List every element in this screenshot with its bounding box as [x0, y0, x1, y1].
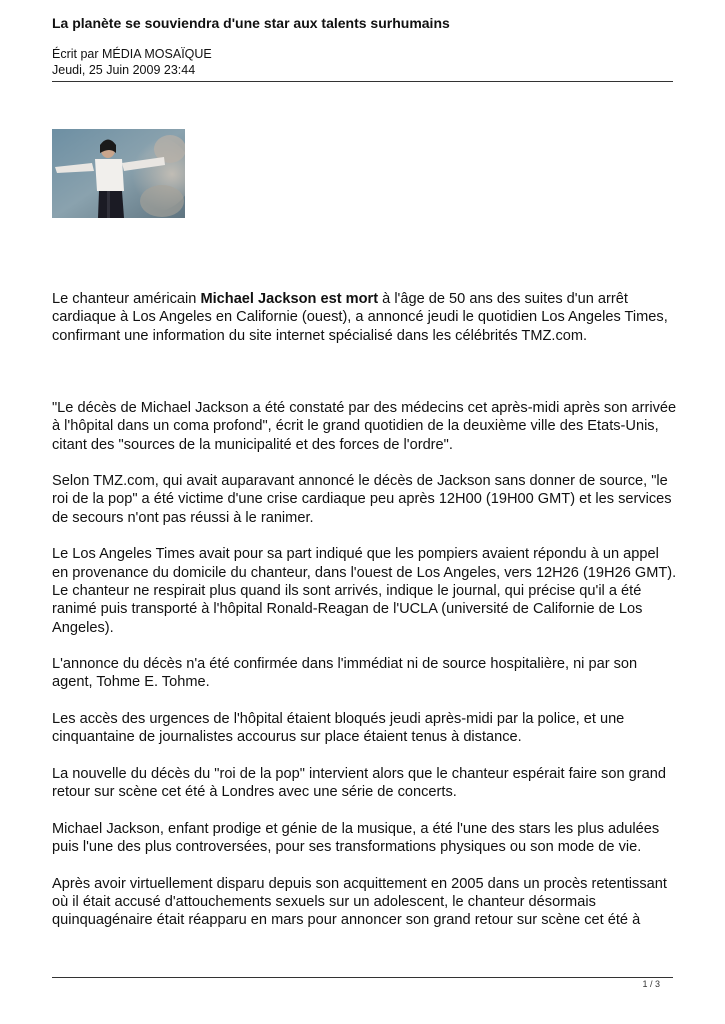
author-line: Écrit par MÉDIA MOSAÏQUE: [52, 47, 212, 61]
date-line: Jeudi, 25 Juin 2009 23:44: [52, 63, 196, 77]
body-paragraph: La nouvelle du décès du "roi de la pop" intervient alors que le chanteur espérait faire son grand retour sur scène cet été à Londres avec une série de concerts.: [52, 765, 666, 801]
body-paragraph: Selon TMZ.com, qui avait auparavant annoncé le décès de Jackson sans donner de source, "le roi de la pop" a été victime d'une crise cardiaque peu après 12H00 (19H00 GMT) et les services de secours n'ont pas réussi à le ranimer.: [52, 473, 672, 526]
lead-highlight: Michael Jackson est mort: [200, 291, 379, 307]
body-paragraph: Le Los Angeles Times avait pour sa part indiqué que les pompiers avaient répondu à un appel en provenance du domicile du chanteur, dans l'ouest de Los Angeles, vers 12H26 (19H26 GMT). Le chanteur ne respirait plus quand ils sont arrivés, indique le journal, qui précise qu'il a été ranimé puis transporté à l'hôpital Ronald-Reagan de l'UCLA (université de Californie de Los Angeles).: [52, 546, 677, 636]
body-paragraph: Michael Jackson, enfant prodige et génie de la musique, a été l'une des stars les plus adulées puis l'une des plus controversées, pour ses transformations physiques ou son mode de vie.: [52, 820, 660, 856]
body-paragraph: Les accès des urgences de l'hôpital étaient bloqués jeudi après-midi par la police, et une cinquantaine de journalistes accourus sur place étaient tenus à distance.: [52, 711, 625, 746]
performer-image: [52, 129, 185, 218]
body-paragraph: L'annonce du décès n'a été confirmée dans l'immédiat ni de source hospitalière, ni par son agent, Tohme E. Tohme.: [52, 656, 638, 691]
article-meta: [52, 46, 212, 78]
body-paragraph: "Le décès de Michael Jackson a été constaté par des médecins cet après-midi après son arrivée à l'hôpital dans un coma profond", écrit le grand quotidien de la deuxième ville des Etats-Unis, citant des "sources de la municipalité et des forces de l'ordre".: [52, 400, 677, 453]
article-body: [52, 399, 677, 948]
header-divider: [52, 81, 673, 82]
footer-divider: [52, 977, 673, 978]
body-paragraph: Après avoir virtuellement disparu depuis son acquittement en 2005 dans un procès retentissant où il était accusé d'attouchements sexuels sur un adolescent, le chanteur désormais quinquagénaire était réapparu en mars pour annoncer son grand retour sur scène cet été à: [52, 875, 667, 929]
lead-paragraph: [52, 290, 677, 345]
lead-text-after: à l'âge de 50 ans des suites d'un arrêt cardiaque à Los Angeles en Californie (ouest), a annoncé jeudi le quotidien Los Angeles Times, confirmant une information du site internet spécialisé dans les célébrités TMZ.com.: [52, 291, 668, 344]
article-title: La planète se souviendra d'une star aux talents surhumains: [52, 15, 450, 31]
lead-text-before: Le chanteur américain: [52, 291, 201, 307]
article-photo: [52, 129, 185, 218]
page-number: 1 / 3: [642, 979, 660, 989]
